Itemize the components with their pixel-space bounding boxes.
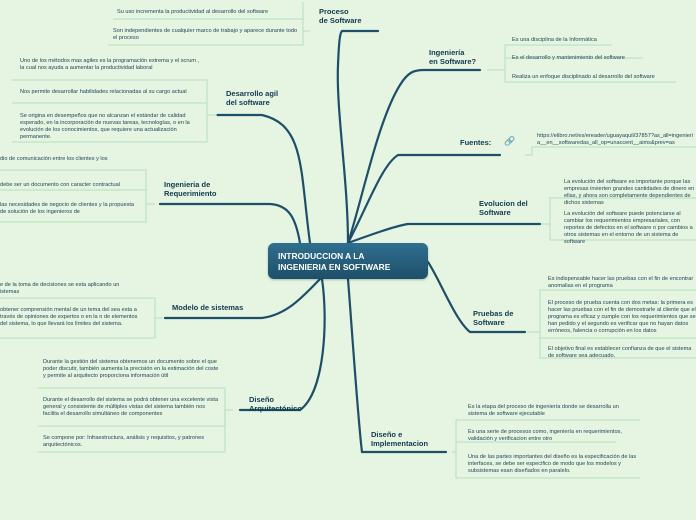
leaf-pruebas-3[interactable]: El objetivo final es establecer confianza de que el sistema de software sea adecuado.	[548, 346, 692, 359]
branch-desarrollo-agil[interactable]	[226, 89, 278, 107]
branch-title-line1: Diseño	[249, 395, 275, 404]
leaf-requerimiento-1[interactable]: dio de comunicación entre los clientes y los	[0, 156, 108, 162]
central-topic-line2: INGENIERIA EN SOFTWARE	[278, 262, 391, 272]
branch-proceso-de-software[interactable]	[319, 7, 362, 25]
leaf-desarrollo-agil-1[interactable]: Uno de los métodos mas agiles es la programación extrema y el scrum , la cual nos ayuda a aumentar la productividad laboral	[20, 58, 200, 71]
branch-title-line1: Ingeniería	[429, 48, 465, 57]
leaf-requerimiento-3[interactable]: las necesidades de negocio de clientes y la propuesta de solución de los ingenieros de	[0, 202, 135, 215]
leaf-fuentes-url[interactable]: https://elibro.net/es/ereader/uguayaquil/37857?as_all=ingenieria__en__softwaredas_all_op=unaccent__aims&prev=as	[537, 133, 693, 146]
leaf-desarrollo-agil-3[interactable]: Se origina en desempeños que no alcanzan el estándar de calidad esperado, en la incorporación de nuevas tareas, tecnologías, o en la evolución de los conocimientos, que requiere una actualización permanente.	[20, 113, 190, 140]
branch-title-line1: Pruebas de	[473, 309, 514, 318]
branch-title-line1: Ingenieria de	[164, 180, 211, 189]
branch-ingenieria-en-software[interactable]	[429, 48, 476, 66]
branch-title-line2: de Software	[319, 16, 362, 25]
branch-title-line2: Arquitectónico	[249, 404, 302, 413]
branch-connectors	[160, 31, 540, 452]
central-topic[interactable]	[268, 243, 428, 279]
branch-title-line2: Implementacion	[371, 439, 429, 448]
leaf-desarrollo-agil-2[interactable]: Nos permite desarrollar habilidades relacionadas al su cargo actual	[20, 89, 187, 95]
branch-diseno-arquitectonico[interactable]	[249, 395, 302, 413]
leaf-requerimiento-2[interactable]: debe ser un documento con caracter contractual	[0, 182, 121, 188]
branch-title-line2: del software	[226, 98, 270, 107]
leaf-modelo-2[interactable]: obtener comprensión mental de un tema del sea esta a través de opiniones de expertos o en la n de elementos del sistema, lo que llevará los límites del sistema.	[0, 307, 138, 327]
branch-diseno-e-implementacion[interactable]	[371, 430, 428, 448]
leaf-modelo-1[interactable]: e de la toma de decisiones se esta aplicando un istemas	[0, 282, 120, 295]
leaf-pruebas-1[interactable]: Es indispensable hacer las pruebas con el fin de encontrar anomalias en el programa	[548, 276, 694, 289]
leaf-proceso-2[interactable]: Son independientes de cualquier marco de trabajo y aparece durante todo el proceso	[113, 28, 298, 41]
branch-pruebas-de-software[interactable]	[473, 309, 513, 327]
leaf-diseno-impl-1[interactable]: Es la etapa del proceso de ingeniería donde se desarrolla un sistema de software ejecutable	[468, 404, 619, 417]
leaf-pruebas-2[interactable]: El proceso de prueba cuenta con dos metas: la primera es hacer las pruebas con el fin de demostrarle al cliente que el programa es eficaz y cumple con los requerimientos que se han pedido y el segundo es verificar que no hayan datos erróneos, falencia o corrupción en los datos	[548, 300, 696, 334]
branch-title-line1: Evolucion del	[479, 199, 528, 208]
branch-title-line2: en Software?	[429, 57, 477, 66]
branch-title-line2: Requerimiento	[164, 189, 217, 198]
branch-title-line2: Software	[479, 208, 511, 217]
branch-ingenieria-de-requerimiento[interactable]	[164, 180, 217, 198]
branch-title-line1: Proceso	[319, 7, 349, 16]
branch-title-line1: Desarrollo agil	[226, 89, 279, 98]
leaf-evolucion-2[interactable]: La evolución del software puede potenciarse al cambiar los requerimientos empresariales, con reportes de defectos en el software o por cambios a otros sistemas en el entorno de un sistema de software	[564, 211, 693, 245]
leaf-ingenieria-2[interactable]: Es el desarrollo y mantenimiento del software	[512, 55, 625, 61]
leaf-ingenieria-3[interactable]: Realiza un enfoque disciplinado al desarrollo del software	[512, 74, 655, 80]
leaf-diseno-arq-2[interactable]: Durante el desarrollo del sistema se podrá obtener una excelente vista general y consistente de múltiples vistas del sistema también nos facilita el desarrollo simultáneo de componentes	[43, 397, 219, 417]
leaf-ingenieria-1[interactable]: Es una disciplina de la Informática	[512, 37, 597, 43]
branch-title-line2: Software	[473, 318, 505, 327]
leaf-diseno-arq-1[interactable]: Durante la gestión del sistema obtenemos un documento sobre el que poder discutir, también aumenta la precisión en la estimación del coste y permite al arquitecto proporciona información útil	[43, 359, 219, 379]
leaf-proceso-1[interactable]: Su uso incrementa la productividad al desarrollo del software	[117, 9, 269, 15]
branch-title-line1: Diseño e	[371, 430, 403, 439]
branch-modelo-de-sistemas[interactable]: Modelo de sistemas	[172, 303, 244, 312]
branch-evolucion-del-software[interactable]	[479, 199, 528, 217]
branch-fuentes[interactable]: Fuentes:	[460, 138, 492, 147]
leaf-diseno-impl-3[interactable]: Una de las partes importantes del diseño es la especificación de las interfaces, se debe ser especifico de modo que los modelos y subsistemas esan diseñados en paralelo.	[468, 454, 637, 474]
link-icon[interactable]: 🔗	[504, 136, 516, 146]
leaf-diseno-arq-3[interactable]: Se compone por: Infraestructura, análisis y requisitos, y patrones arquitectónicos.	[43, 435, 205, 448]
leaf-evolucion-1[interactable]: La evolución del software es importante porque las empresas invierten grandes cantidades de dinero en ellas, y ahora son completamente dependientes de dichos sistemas	[564, 179, 695, 206]
leaf-diseno-impl-2[interactable]: Es una serie de procesos como, ingeniería en requerimientos, validación y verificacion entre otro	[468, 429, 622, 442]
central-topic-line1: INTRODUCCION A LA	[278, 251, 365, 261]
